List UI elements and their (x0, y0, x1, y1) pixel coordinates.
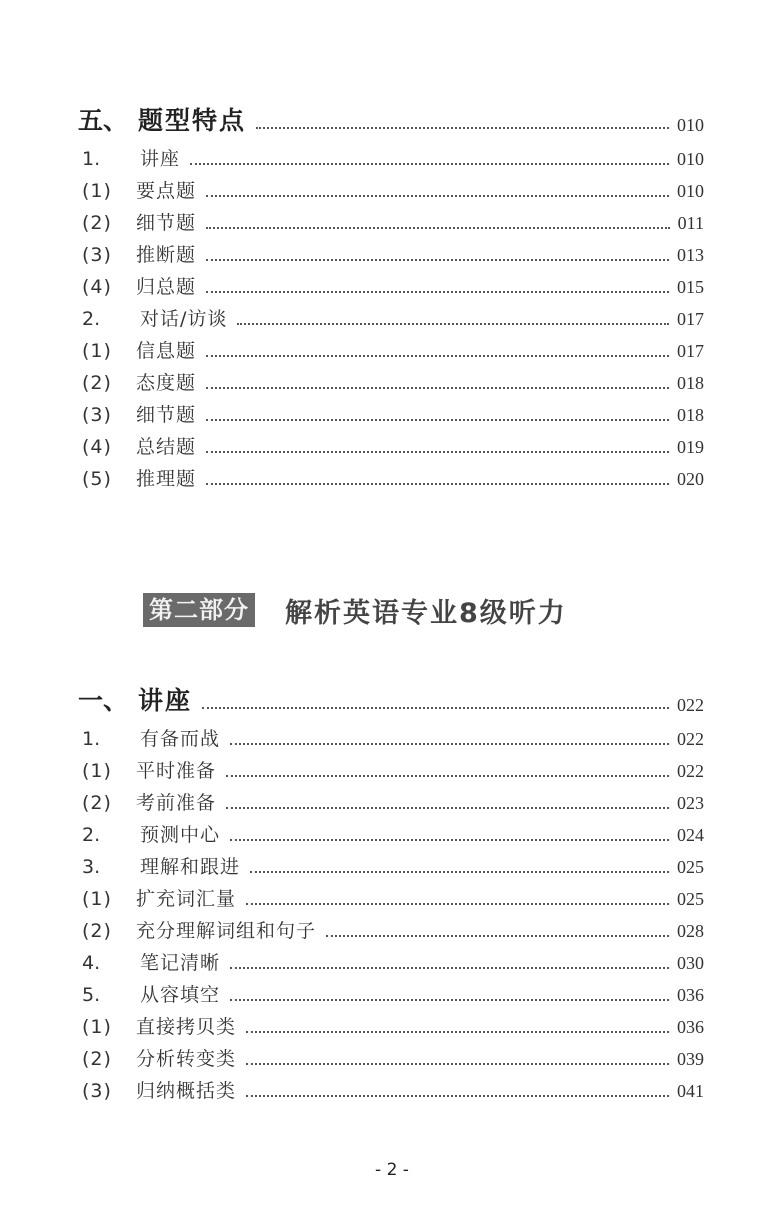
entry-label: 细节题 (136, 212, 197, 234)
entry-page-number: 041 (677, 1081, 704, 1101)
toc-entry[interactable] (82, 364, 704, 396)
entry-label: 有备而战 (140, 728, 221, 750)
toc-entry[interactable] (82, 204, 704, 236)
dot-leader (206, 483, 669, 485)
entry-marker: 1. (82, 148, 101, 170)
dot-leader (250, 871, 669, 873)
toc-entry[interactable] (82, 944, 704, 976)
entry-marker: (5) (82, 468, 112, 490)
entry-marker: 2. (82, 824, 101, 846)
dot-leader (226, 775, 669, 777)
entry-label: 分析转变类 (136, 1048, 237, 1070)
entry-label: 考前准备 (136, 792, 217, 814)
entry-marker: (1) (82, 1016, 112, 1038)
toc-entry[interactable] (82, 720, 704, 752)
toc-entry[interactable] (82, 784, 704, 816)
toc-entry[interactable] (82, 816, 704, 848)
toc-entry[interactable] (82, 300, 704, 332)
toc-entry[interactable] (82, 976, 704, 1008)
entry-page-number: 020 (677, 469, 704, 489)
dot-leader (206, 227, 670, 229)
entry-marker: 2. (82, 308, 101, 330)
entry-marker: (3) (82, 1080, 112, 1102)
entry-label: 理解和跟进 (140, 856, 241, 878)
entry-marker: (2) (82, 212, 112, 234)
toc-entry[interactable] (82, 140, 704, 172)
entry-label: 平时准备 (136, 760, 217, 782)
entry-marker: (1) (82, 340, 112, 362)
entry-label: 笔记清晰 (140, 952, 221, 974)
entry-label: 充分理解词组和句子 (136, 920, 317, 942)
entry-marker: 4. (82, 952, 101, 974)
section-marker: 一、 (78, 686, 129, 715)
entry-marker: 5. (82, 984, 101, 1006)
entry-label: 讲座 (140, 148, 181, 170)
toc-entry[interactable] (82, 428, 704, 460)
entry-marker: 3. (82, 856, 101, 878)
dot-leader (206, 387, 669, 389)
entry-page-number: 022 (677, 761, 704, 781)
entry-page-number: 017 (677, 309, 704, 329)
entry-page-number: 024 (677, 825, 704, 845)
entry-label: 信息题 (136, 340, 197, 362)
dot-leader (206, 259, 669, 261)
entry-label: 细节题 (136, 404, 197, 426)
entry-label: 归纳概括类 (136, 1080, 237, 1102)
entry-label: 总结题 (136, 436, 197, 458)
entry-page-number: 028 (677, 921, 704, 941)
entry-page-number: 013 (677, 245, 704, 265)
toc-entry[interactable] (82, 332, 704, 364)
dot-leader (206, 195, 669, 197)
entry-marker: (3) (82, 404, 112, 426)
entry-label: 预测中心 (140, 824, 221, 846)
entry-page-number: 023 (677, 793, 704, 813)
dot-leader (230, 839, 669, 841)
toc-entry[interactable] (82, 1072, 704, 1104)
entry-page-number: 036 (677, 985, 704, 1005)
toc-entry[interactable] (82, 172, 704, 204)
entry-page-number: 011 (677, 213, 704, 233)
dot-leader (206, 355, 669, 357)
entry-marker: 1. (82, 728, 101, 750)
entry-page-number: 025 (677, 857, 704, 877)
entry-page-number: 025 (677, 889, 704, 909)
entry-label: 推断题 (136, 244, 197, 266)
entry-marker: (4) (82, 276, 112, 298)
entry-label: 要点题 (136, 180, 197, 202)
part-title: 解析英语专业8级听力 (285, 597, 567, 629)
toc-entry[interactable] (82, 1040, 704, 1072)
entry-label: 归总题 (136, 276, 197, 298)
toc-entry[interactable] (82, 880, 704, 912)
entry-page-number: 039 (677, 1049, 704, 1069)
part-header (143, 591, 567, 629)
entry-marker: (2) (82, 1048, 112, 1070)
toc-entry[interactable] (82, 268, 704, 300)
dot-leader (230, 967, 669, 969)
entry-marker: (2) (82, 920, 112, 942)
entry-label: 态度题 (136, 372, 197, 394)
entry-marker: (4) (82, 436, 112, 458)
toc-entry[interactable] (82, 460, 704, 492)
entry-page-number: 010 (677, 149, 704, 169)
dot-leader (230, 999, 669, 1001)
dot-leader (190, 163, 669, 165)
dot-leader (246, 1095, 669, 1097)
toc-entry[interactable] (82, 396, 704, 428)
dot-leader (246, 1063, 669, 1065)
entry-marker: (1) (82, 888, 112, 910)
entry-page-number: 018 (677, 405, 704, 425)
entry-label: 对话/访谈 (140, 308, 228, 330)
entry-label: 直接拷贝类 (136, 1016, 237, 1038)
entry-page-number: 010 (677, 181, 704, 201)
toc-entry[interactable] (82, 1008, 704, 1040)
part-badge: 第二部分 (143, 593, 255, 627)
toc-section-heading[interactable] (78, 98, 704, 138)
section-page-number: 010 (677, 115, 704, 135)
entry-page-number: 030 (677, 953, 704, 973)
entry-marker: (2) (82, 792, 112, 814)
section-marker: 五、 (78, 106, 129, 135)
entry-page-number: 017 (677, 341, 704, 361)
dot-leader (256, 127, 669, 129)
section-page-number: 022 (677, 695, 704, 715)
dot-leader (237, 323, 669, 325)
dot-leader (326, 935, 669, 937)
dot-leader (246, 903, 669, 905)
dot-leader (206, 419, 669, 421)
section-title: 讲座 (138, 686, 193, 715)
dot-leader (206, 451, 669, 453)
toc-section-heading[interactable] (78, 678, 704, 718)
dot-leader (246, 1031, 669, 1033)
dot-leader (202, 707, 669, 709)
entry-page-number: 036 (677, 1017, 704, 1037)
entry-page-number: 015 (677, 277, 704, 297)
dot-leader (226, 807, 669, 809)
toc-entry[interactable] (82, 752, 704, 784)
entry-label: 扩充词汇量 (136, 888, 237, 910)
page-number-footer: - 2 - (375, 1160, 409, 1180)
entry-page-number: 018 (677, 373, 704, 393)
entry-page-number: 022 (677, 729, 704, 749)
toc-entry[interactable] (82, 912, 704, 944)
entry-marker: (3) (82, 244, 112, 266)
dot-leader (230, 743, 669, 745)
entry-page-number: 019 (677, 437, 704, 457)
dot-leader (206, 291, 669, 293)
entry-label: 从容填空 (140, 984, 221, 1006)
entry-marker: (1) (82, 180, 112, 202)
toc-entry[interactable] (82, 848, 704, 880)
entry-marker: (2) (82, 372, 112, 394)
section-title: 题型特点 (138, 106, 247, 135)
entry-marker: (1) (82, 760, 112, 782)
toc-entry[interactable] (82, 236, 704, 268)
entry-label: 推理题 (136, 468, 197, 490)
